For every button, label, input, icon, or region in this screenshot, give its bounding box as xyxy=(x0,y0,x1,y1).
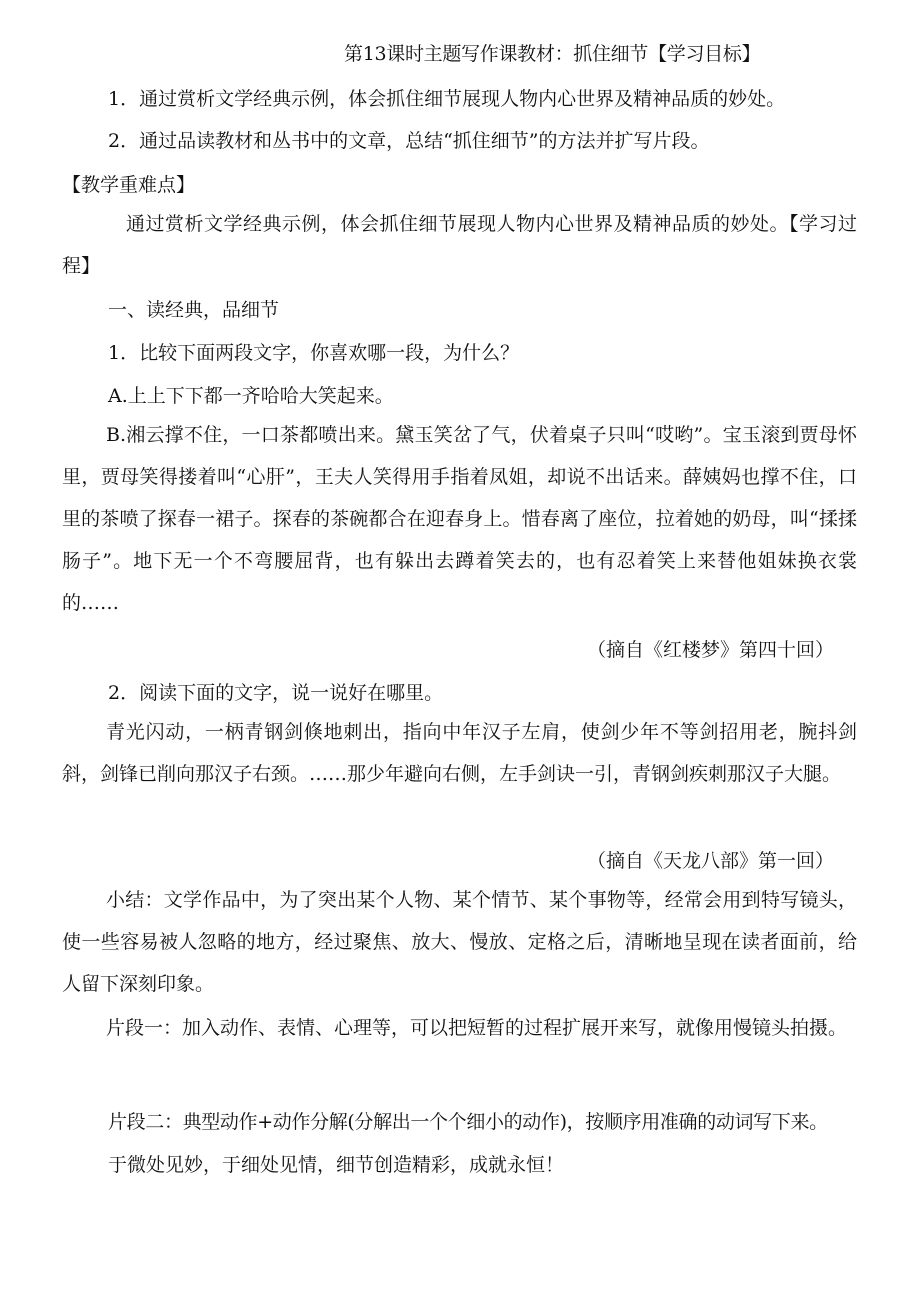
key-points-heading: 【教学重难点】 xyxy=(62,174,196,196)
summary-text: 小结：文学作品中，为了突出某个人物、某个情节、某个事物等，经常会用到特写镜头，使一些容易被人忽略的地方，经过聚焦、放大、慢放、定格之后，清晰地呈现在读者面前，给人留下深刻印象。 xyxy=(62,889,857,995)
objective-1: 1．通过赏析文学经典示例，体会抓住细节展现人物内心世界及精神品质的妙处。 xyxy=(108,88,786,110)
objective-2: 2．通过品读教材和丛书中的文章，总结“抓住细节”的方法并扩写片段。 xyxy=(108,130,710,152)
fragment-1: 片段一：加入动作、表情、心理等，可以把短暂的过程扩展开来写，就像用慢镜头拍摄。 xyxy=(106,1017,848,1039)
section-heading: 一、读经典，品细节 xyxy=(108,299,280,321)
closing-line: 于微处见妙，于细处见情，细节创造精彩，成就永恒！ xyxy=(108,1154,565,1176)
question-2: 2．阅读下面的文字，说一说好在哪里。 xyxy=(108,682,444,704)
option-a: A.上上下下都一齐哈哈大笑起来。 xyxy=(108,385,394,407)
source-tianlongbabu: （摘自《天龙八部》第一回） xyxy=(586,850,834,872)
option-b: B.湘云撑不住，一口茶都喷出来。黛玉笑岔了气，伏着桌子只叫“哎哟”。宝玉滚到贾母怀里，贾母笑得搂着叫“心肝”，王夫人笑得用手指着凤姐，却说不出话来。薛姨妈也撑不住，口里的茶喷了探春一裙子。探春的茶碗都合在迎春身上。惜春离了座位，拉着她的奶母，叫“揉揉肠子”。地下无一个不弯腰屈背，也有躲出去蹲着笑去的，也有忍着笑上来替他姐妹换衣裳的…… xyxy=(62,424,857,614)
page-title: 第13课时主题写作课教材：抓住细节【学习目标】 xyxy=(344,43,761,65)
fragment-2: 片段二：典型动作+动作分解(分解出一个个细小的动作)，按顺序用准确的动词写下来。 xyxy=(108,1111,828,1133)
source-hongloumeng: （摘自《红楼梦》第四十回） xyxy=(586,639,834,661)
passage-tianlong: 青光闪动，一柄青钢剑倏地刺出，指向中年汉子左肩，使剑少年不等剑招用老，腕抖剑斜，剑锋已削向那汉子右颈。……那少年避向右侧，左手剑诀一引，青钢剑疾刺那汉子大腿。 xyxy=(62,721,857,785)
question-1: 1．比较下面两段文字，你喜欢哪一段，为什么？ xyxy=(108,342,520,364)
key-points-text: 通过赏析文学经典示例，体会抓住细节展现人物内心世界及精神品质的妙处。【学习过程】 xyxy=(62,213,857,277)
